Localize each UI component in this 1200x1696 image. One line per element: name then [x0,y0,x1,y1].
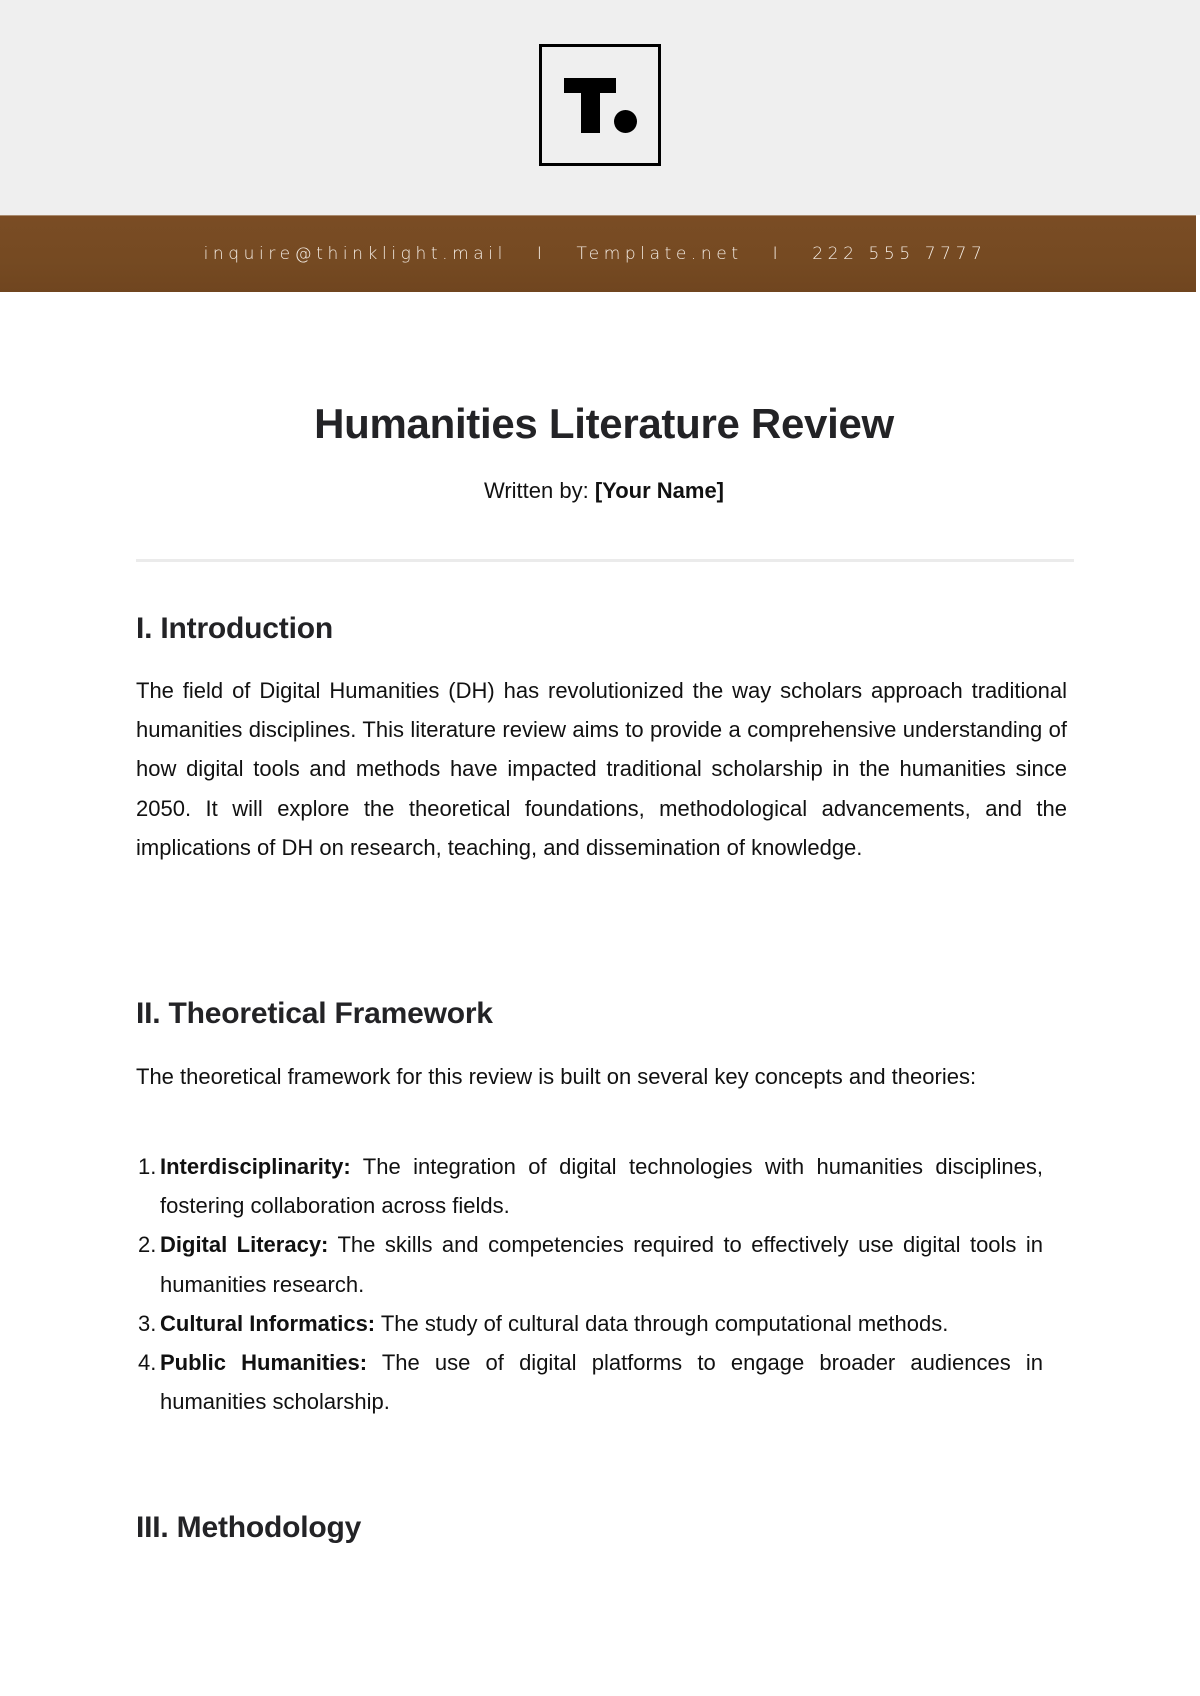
concepts-list [136,1147,1043,1421]
section-heading-introduction: I. Introduction [136,612,333,645]
list-number: 1. [138,1154,157,1179]
theoretical-framework-intro: The theoretical framework for this review is built on several key concepts and theories: [136,1064,977,1089]
list-item [136,1304,1043,1343]
page-header [0,0,1200,215]
list-term: Digital Literacy: [160,1232,329,1258]
list-term: Interdisciplinarity: [160,1154,351,1179]
byline-label: Written by: [483,478,589,503]
list-text: The use of digital platforms to engage broader audiences in humanities scholarship. [160,1350,1043,1415]
contact-info: inquire@thinklight.mail I Template.net I 222 555 7777 [203,244,987,264]
list-term: Cultural Informatics: [160,1310,376,1336]
list-number: 3. [138,1310,157,1336]
list-text: The skills and competencies required to effectively use digital tools in humanities research. [160,1232,1044,1297]
logo-dot [614,110,637,133]
author-name: [Your Name] [594,478,725,503]
t-dot-logo-icon [539,44,661,166]
list-item [136,1225,1043,1303]
list-term: Public Humanities: [160,1350,368,1376]
section-heading-theoretical-framework: II. Theoretical Framework [136,997,493,1030]
byline [0,478,1200,504]
logo-letter-t-stem [581,78,600,133]
list-item [136,1147,1043,1225]
introduction-paragraph: The field of Digital Humanities (DH) has revolutionized the way scholars approach traditional humanities disciplines. This literature review aims to provide a comprehensive understanding of how digital tools and methods have impacted traditional scholarship in the humanities since 2050. It will explore the theoretical foundations, methodological advancements, and the implications of DH on research, teaching, and dissemination of knowledge. [136,678,1067,860]
section-heading-methodology: III. Methodology [136,1511,362,1544]
list-number: 4. [138,1350,157,1376]
list-text: The integration of digital technologies with humanities disciplines, fostering collaboration across fields. [160,1154,1043,1219]
list-item [136,1343,1043,1421]
list-number: 2. [138,1232,157,1258]
document-title: Humanities Literature Review [314,400,894,447]
title-divider [136,559,1074,562]
list-text: The study of cultural data through computational methods. [380,1310,949,1336]
contact-band [0,215,1196,292]
